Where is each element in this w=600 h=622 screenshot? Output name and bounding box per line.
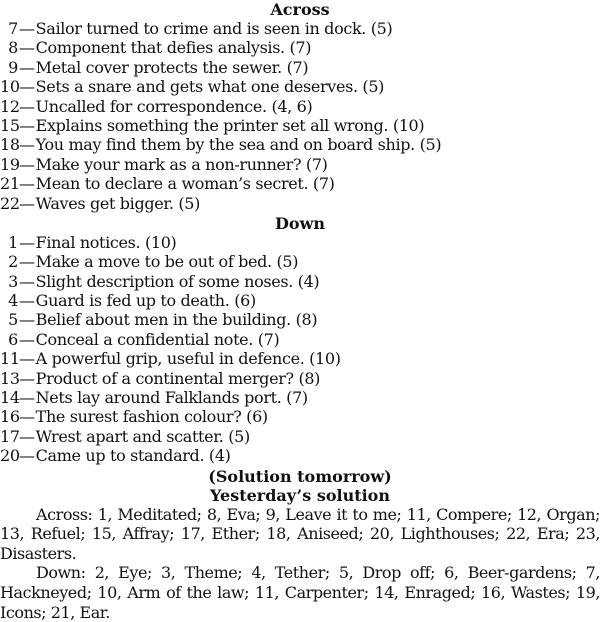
across-clue xyxy=(0,155,600,174)
across-clue-text: Sailor turned to crime and is seen in dock. (5) xyxy=(35,19,393,38)
across-clue-number: 22 xyxy=(0,193,20,213)
across-clue xyxy=(0,174,600,193)
down-clue-number: 16 xyxy=(0,407,20,427)
clue-dash: — xyxy=(19,407,35,427)
clue-dash: — xyxy=(19,154,35,174)
down-clue xyxy=(0,272,600,291)
yesterday-solution-heading: Yesterday’s solution xyxy=(210,485,390,505)
across-clue xyxy=(0,194,600,213)
down-clue-text: The surest fashion colour? (6) xyxy=(35,407,268,427)
down-clue xyxy=(0,291,600,310)
down-clue xyxy=(0,446,600,465)
across-clue-text: Mean to declare a woman’s secret. (7) xyxy=(35,174,335,194)
down-clue xyxy=(0,427,600,446)
across-clue xyxy=(0,58,600,77)
yesterday-across-text: Across: 1, Meditated; 8, Eva; 9, Leave it to me; 11, Compere; 12, Organ; 13, Refuel; 15, Affray; 17, Ether; 18, Aniseed; 20, Lighthouses; 22, Era; 23, Disasters. xyxy=(0,504,600,563)
down-heading: Down xyxy=(275,213,325,233)
across-clue-text: Explains something the printer set all wrong. (10) xyxy=(35,115,425,135)
down-clue-text: Guard is fed up to death. (6) xyxy=(35,291,256,311)
across-heading: Across xyxy=(270,0,330,19)
across-clue-text: Make your mark as a non-runner? (7) xyxy=(35,154,328,174)
across-clue-text: Sets a snare and gets what one deserves. (5) xyxy=(35,77,385,97)
across-clue-number: 18 xyxy=(0,135,20,155)
across-clue-text: Metal cover protects the sewer. (7) xyxy=(35,57,309,77)
across-clue xyxy=(0,77,600,96)
down-clue xyxy=(0,310,600,329)
across-clue xyxy=(0,38,600,57)
down-clue-text: Make a move to be out of bed. (5) xyxy=(35,252,299,272)
down-clue-list xyxy=(0,233,600,466)
across-clue xyxy=(0,97,600,116)
clue-dash: — xyxy=(19,115,35,135)
clue-dash: — xyxy=(19,57,35,77)
solution-tomorrow-note: (Solution tomorrow) xyxy=(208,466,392,486)
clue-dash: — xyxy=(19,232,35,252)
down-clue-text: Product of a continental merger? (8) xyxy=(35,368,321,388)
across-clue-text: Uncalled for correspondence. (4, 6) xyxy=(35,96,313,116)
clue-dash: — xyxy=(19,252,35,272)
down-clue-number: 2 xyxy=(8,252,18,272)
clue-dash: — xyxy=(19,368,35,388)
down-clue-number: 3 xyxy=(8,271,18,291)
across-clue-number: 9 xyxy=(8,57,18,77)
clue-dash: — xyxy=(19,349,35,369)
clue-dash: — xyxy=(19,174,35,194)
across-clue-number: 12 xyxy=(0,96,20,116)
down-clue xyxy=(0,369,600,388)
down-clue-number: 13 xyxy=(0,368,20,388)
down-clue-text: Nets lay around Falklands port. (7) xyxy=(35,388,308,408)
down-clue xyxy=(0,349,600,368)
across-clue-number: 8 xyxy=(8,38,18,58)
across-clue xyxy=(0,135,600,154)
clue-dash: — xyxy=(19,310,35,330)
down-clue-number: 20 xyxy=(0,446,20,466)
down-clue xyxy=(0,233,600,252)
down-clue xyxy=(0,388,600,407)
yesterday-across-solutions xyxy=(0,505,600,564)
clue-dash: — xyxy=(19,96,35,116)
clue-dash: — xyxy=(19,291,35,311)
across-clue-number: 21 xyxy=(0,174,20,194)
down-clue-text: A powerful grip, useful in defence. (10) xyxy=(35,349,341,369)
across-clue-text: Component that defies analysis. (7) xyxy=(35,38,312,58)
down-clue-text: Wrest apart and scatter. (5) xyxy=(35,426,250,446)
clue-dash: — xyxy=(19,77,35,97)
across-clue-number: 19 xyxy=(0,154,20,174)
across-clue-number: 15 xyxy=(0,115,20,135)
clue-dash: — xyxy=(19,329,35,349)
across-clue-text: You may find them by the sea and on board ship. (5) xyxy=(35,135,442,155)
clue-dash: — xyxy=(19,135,35,155)
across-clue-list xyxy=(0,19,600,213)
clue-dash: — xyxy=(19,271,35,291)
down-clue-text: Conceal a confidential note. (7) xyxy=(35,329,280,349)
across-clue-number: 10 xyxy=(0,77,20,97)
clue-dash: — xyxy=(19,193,35,213)
across-clue-number: 7 xyxy=(8,19,18,38)
clue-dash: — xyxy=(19,446,35,466)
down-clue-number: 6 xyxy=(8,329,18,349)
clue-dash: — xyxy=(19,19,35,38)
clue-dash: — xyxy=(19,426,35,446)
down-clue-number: 1 xyxy=(8,232,18,252)
down-clue-number: 4 xyxy=(8,291,18,311)
down-clue xyxy=(0,252,600,271)
clue-dash: — xyxy=(19,38,35,58)
down-clue-number: 11 xyxy=(0,349,20,369)
down-clue xyxy=(0,330,600,349)
across-clue-text: Waves get bigger. (5) xyxy=(35,193,200,213)
down-clue-text: Slight description of some noses. (4) xyxy=(35,271,320,291)
across-clue xyxy=(0,19,600,38)
across-clue xyxy=(0,116,600,135)
down-clue xyxy=(0,407,600,426)
down-clue-text: Came up to standard. (4) xyxy=(35,446,231,466)
yesterday-down-text: Down: 2, Eye; 3, Theme; 4, Tether; 5, Drop off; 6, Beer-gardens; 7, Hackneyed; 10, Arm of the law; 11, Carpenter; 14, Enraged; 16, Wastes; 19, Icons; 21, Ear. xyxy=(0,563,600,622)
clue-dash: — xyxy=(19,388,35,408)
down-clue-text: Belief about men in the building. (8) xyxy=(35,310,318,330)
down-clue-number: 14 xyxy=(0,388,20,408)
down-clue-text: Final notices. (10) xyxy=(35,232,177,252)
yesterday-down-solutions xyxy=(0,563,600,622)
down-clue-number: 17 xyxy=(0,426,20,446)
down-clue-number: 5 xyxy=(8,310,18,330)
